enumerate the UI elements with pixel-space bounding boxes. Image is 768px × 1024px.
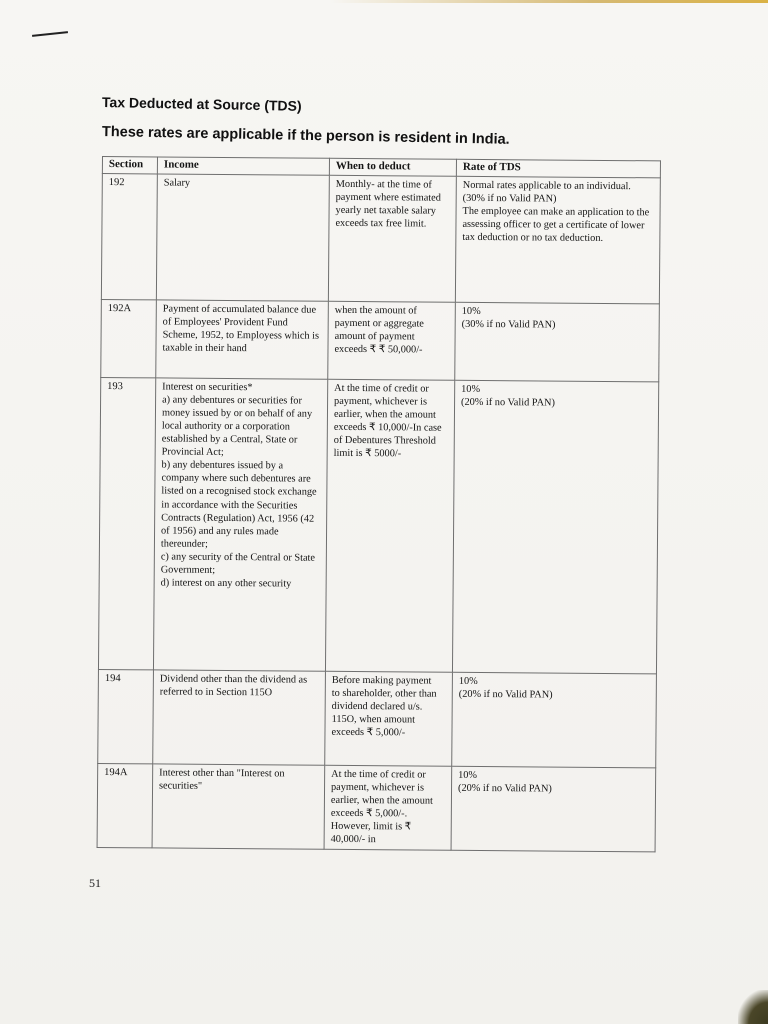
table-row <box>101 299 660 381</box>
page-title: Tax Deducted at Source (TDS) <box>101 94 302 114</box>
header-section: Section <box>102 157 157 174</box>
income-cell: Payment of accumulated balance due of Employees' Provident Fund Scheme, 1952, to Employess which is taxable in their hand <box>156 300 329 379</box>
rate-cell: 10% (20% if no Valid PAN) <box>452 380 658 674</box>
pen-dash-mark <box>32 31 68 37</box>
top-edge-rule <box>330 0 768 3</box>
section-cell: 194 <box>98 669 154 763</box>
section-cell: 193 <box>98 377 155 669</box>
rate-cell: 10% (20% if no Valid PAN) <box>451 766 656 852</box>
corner-smudge <box>738 990 768 1024</box>
income-cell: Interest on securities* a) any debentures or securities for money issued by or on behalf of any local authority or a corporation established by a Central, State or Provincial Act; b) any debentures issued by a company where such debentures are listed on a recognised stock exchange in accordance with the Securities Contracts (Regulation) Act, 1956 (42 of 1956) and any rules made thereunder; c) any security of the Central or State Government; d) interest on any other security <box>153 378 327 671</box>
when-cell: when the amount of payment or aggregate amount of payment exceeds ₹ ₹ 50,000/- <box>328 301 456 380</box>
rate-cell: 10% (20% if no Valid PAN) <box>452 672 657 768</box>
when-cell: Monthly- at the time of payment where estimated yearly net taxable salary exceeds tax free limit. <box>328 175 456 302</box>
table-row <box>98 669 657 767</box>
page-number: 51 <box>89 876 101 890</box>
when-cell: At the time of credit or payment, whichever is earlier, when the amount exceeds ₹ 5,000/-. However, limit is ₹ 40,000/- in <box>324 765 452 850</box>
rate-cell: Normal rates applicable to an individual. (30% if no Valid PAN) The employee can make an application to the assessing officer to get a certificate of lower tax deduction or no tax deduction. <box>455 176 660 304</box>
page-subtitle: These rates are applicable if the person is resident in India. <box>101 124 510 148</box>
rate-cell: 10% (30% if no Valid PAN) <box>455 302 660 382</box>
income-cell: Interest other than "Interest on securities" <box>152 764 325 850</box>
income-cell: Dividend other than the dividend as referred to in Section 115O <box>153 670 326 765</box>
table-row <box>98 377 658 673</box>
header-income: Income <box>157 157 329 175</box>
when-cell: Before making payment to shareholder, other than dividend declared u/s. 115O, when amount exceeds ₹ 5,000/- <box>325 671 453 766</box>
when-cell: At the time of credit or payment, whichever is earlier, when the amount exceeds ₹ 10,000/-In case of Debentures Threshold limit is ₹ 5000/- <box>325 379 454 672</box>
header-when-to-deduct: When to deduct <box>329 158 456 176</box>
section-cell: 192 <box>101 173 157 299</box>
section-cell: 194A <box>97 763 153 848</box>
income-cell: Salary <box>156 174 329 301</box>
section-cell: 192A <box>101 299 157 377</box>
table-row <box>97 763 656 852</box>
header-rate-of-tds: Rate of TDS <box>456 159 660 178</box>
tds-rates-table <box>97 156 661 853</box>
table-row <box>101 173 660 303</box>
